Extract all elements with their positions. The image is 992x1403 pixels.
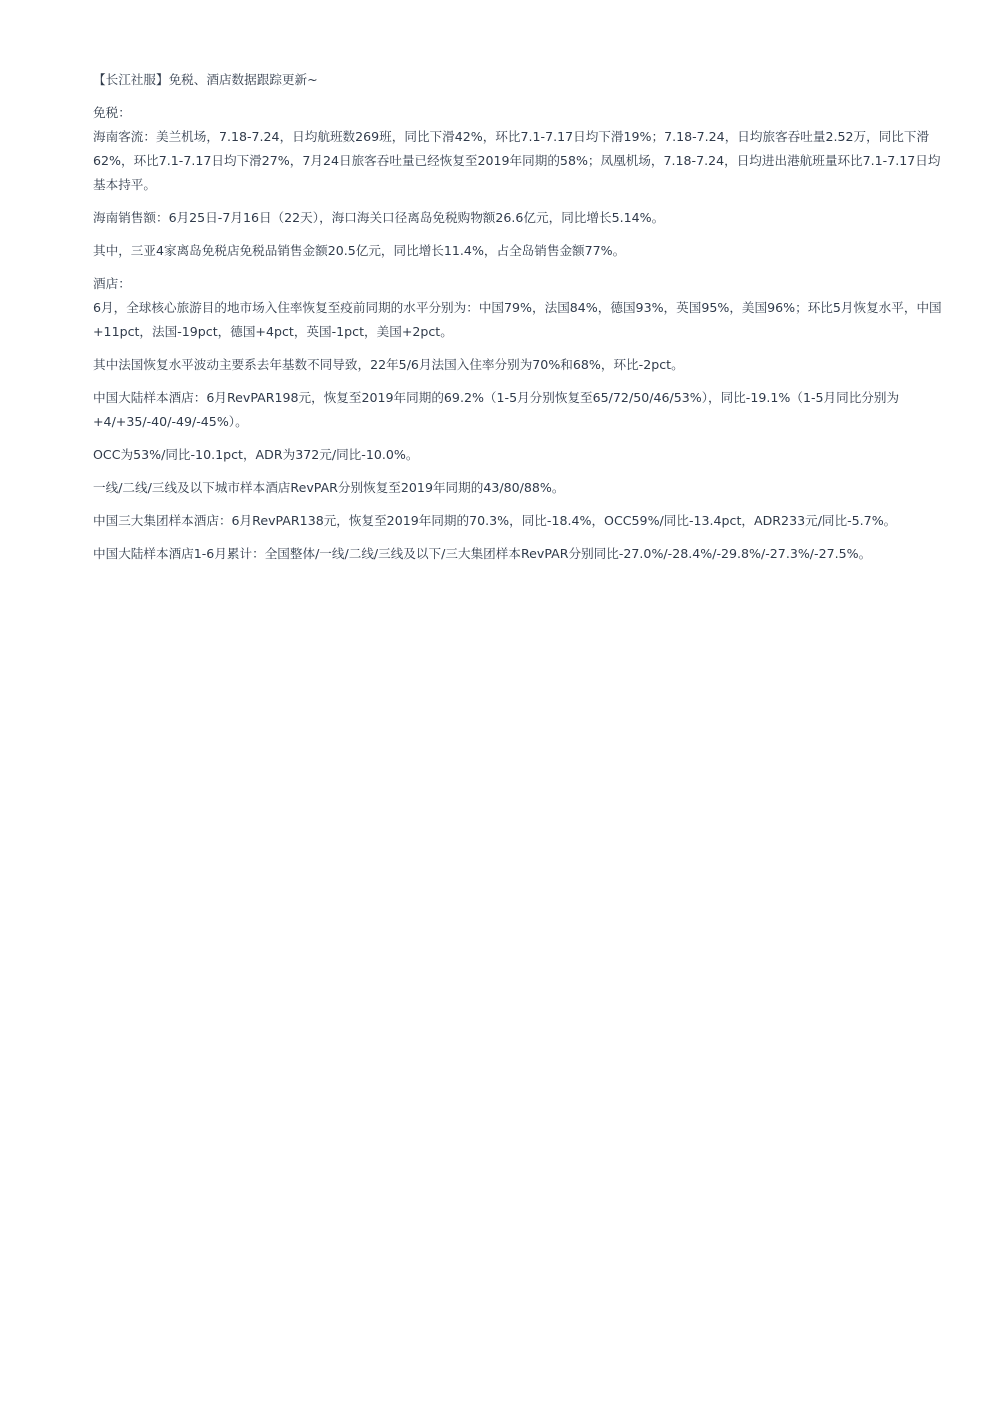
paragraph-ytd-cumulative: 中国大陆样本酒店1-6月累计：全国整体/一线/二线/三线及以下/三大集团样本RevPAR分别同比-27.0%/-28.4%/-29.8%/-27.3%/-27.5%。: [93, 546, 872, 561]
paragraph-city-tiers: 一线/二线/三线及以下城市样本酒店RevPAR分别恢复至2019年同期的43/80/88%。: [93, 480, 565, 495]
document-title: 【长江社服】免税、酒店数据跟踪更新~: [93, 72, 318, 87]
paragraph-occ-adr: OCC为53%/同比-10.1pct，ADR为372元/同比-10.0%。: [93, 447, 419, 462]
paragraph-hainan-sales: 海南销售额：6月25日-7月16日（22天），海口海关口径离岛免税购物额26.6亿元，同比增长5.14%。: [93, 210, 665, 225]
paragraph-sanya-stores: 其中，三亚4家离岛免税店免税品销售金额20.5亿元，同比增长11.4%，占全岛销售金额77%。: [93, 243, 626, 258]
paragraph-global-occupancy: 6月，全球核心旅游目的地市场入住率恢复至疫前同期的水平分别为：中国79%，法国84%，德国93%，英国95%，美国96%；环比5月恢复水平，中国+11pct，法国-19pct，德国+4pct，英国-1pct，美国+2pct。: [93, 300, 942, 339]
paragraph-big-three-groups: 中国三大集团样本酒店：6月RevPAR138元，恢复至2019年同期的70.3%，同比-18.4%，OCC59%/同比-13.4pct，ADR233元/同比-5.7%。: [93, 513, 897, 528]
document-body: [93, 68, 949, 575]
paragraph-china-revpar: 中国大陆样本酒店：6月RevPAR198元，恢复至2019年同期的69.2%（1-5月分别恢复至65/72/50/46/53%），同比-19.1%（1-5月同比分别为+4/+35/-40/-49/-45%）。: [93, 390, 900, 429]
paragraph-hainan-passenger-flow: 海南客流：美兰机场，7.18-7.24，日均航班数269班，同比下滑42%，环比7.1-7.17日均下滑19%；7.18-7.24，日均旅客吞吐量2.52万，同比下滑62%，环比7.1-7.17日均下滑27%，7月24日旅客吞吐量已经恢复至2019年同期的58%；凤凰机场，7.18-7.24，日均进出港航班量环比7.1-7.17日均基本持平。: [93, 129, 941, 192]
duty-free-heading: 免税：: [93, 105, 131, 120]
hotel-heading: 酒店：: [93, 276, 131, 291]
paragraph-france-note: 其中法国恢复水平波动主要系去年基数不同导致，22年5/6月法国入住率分别为70%和68%，环比-2pct。: [93, 357, 684, 372]
